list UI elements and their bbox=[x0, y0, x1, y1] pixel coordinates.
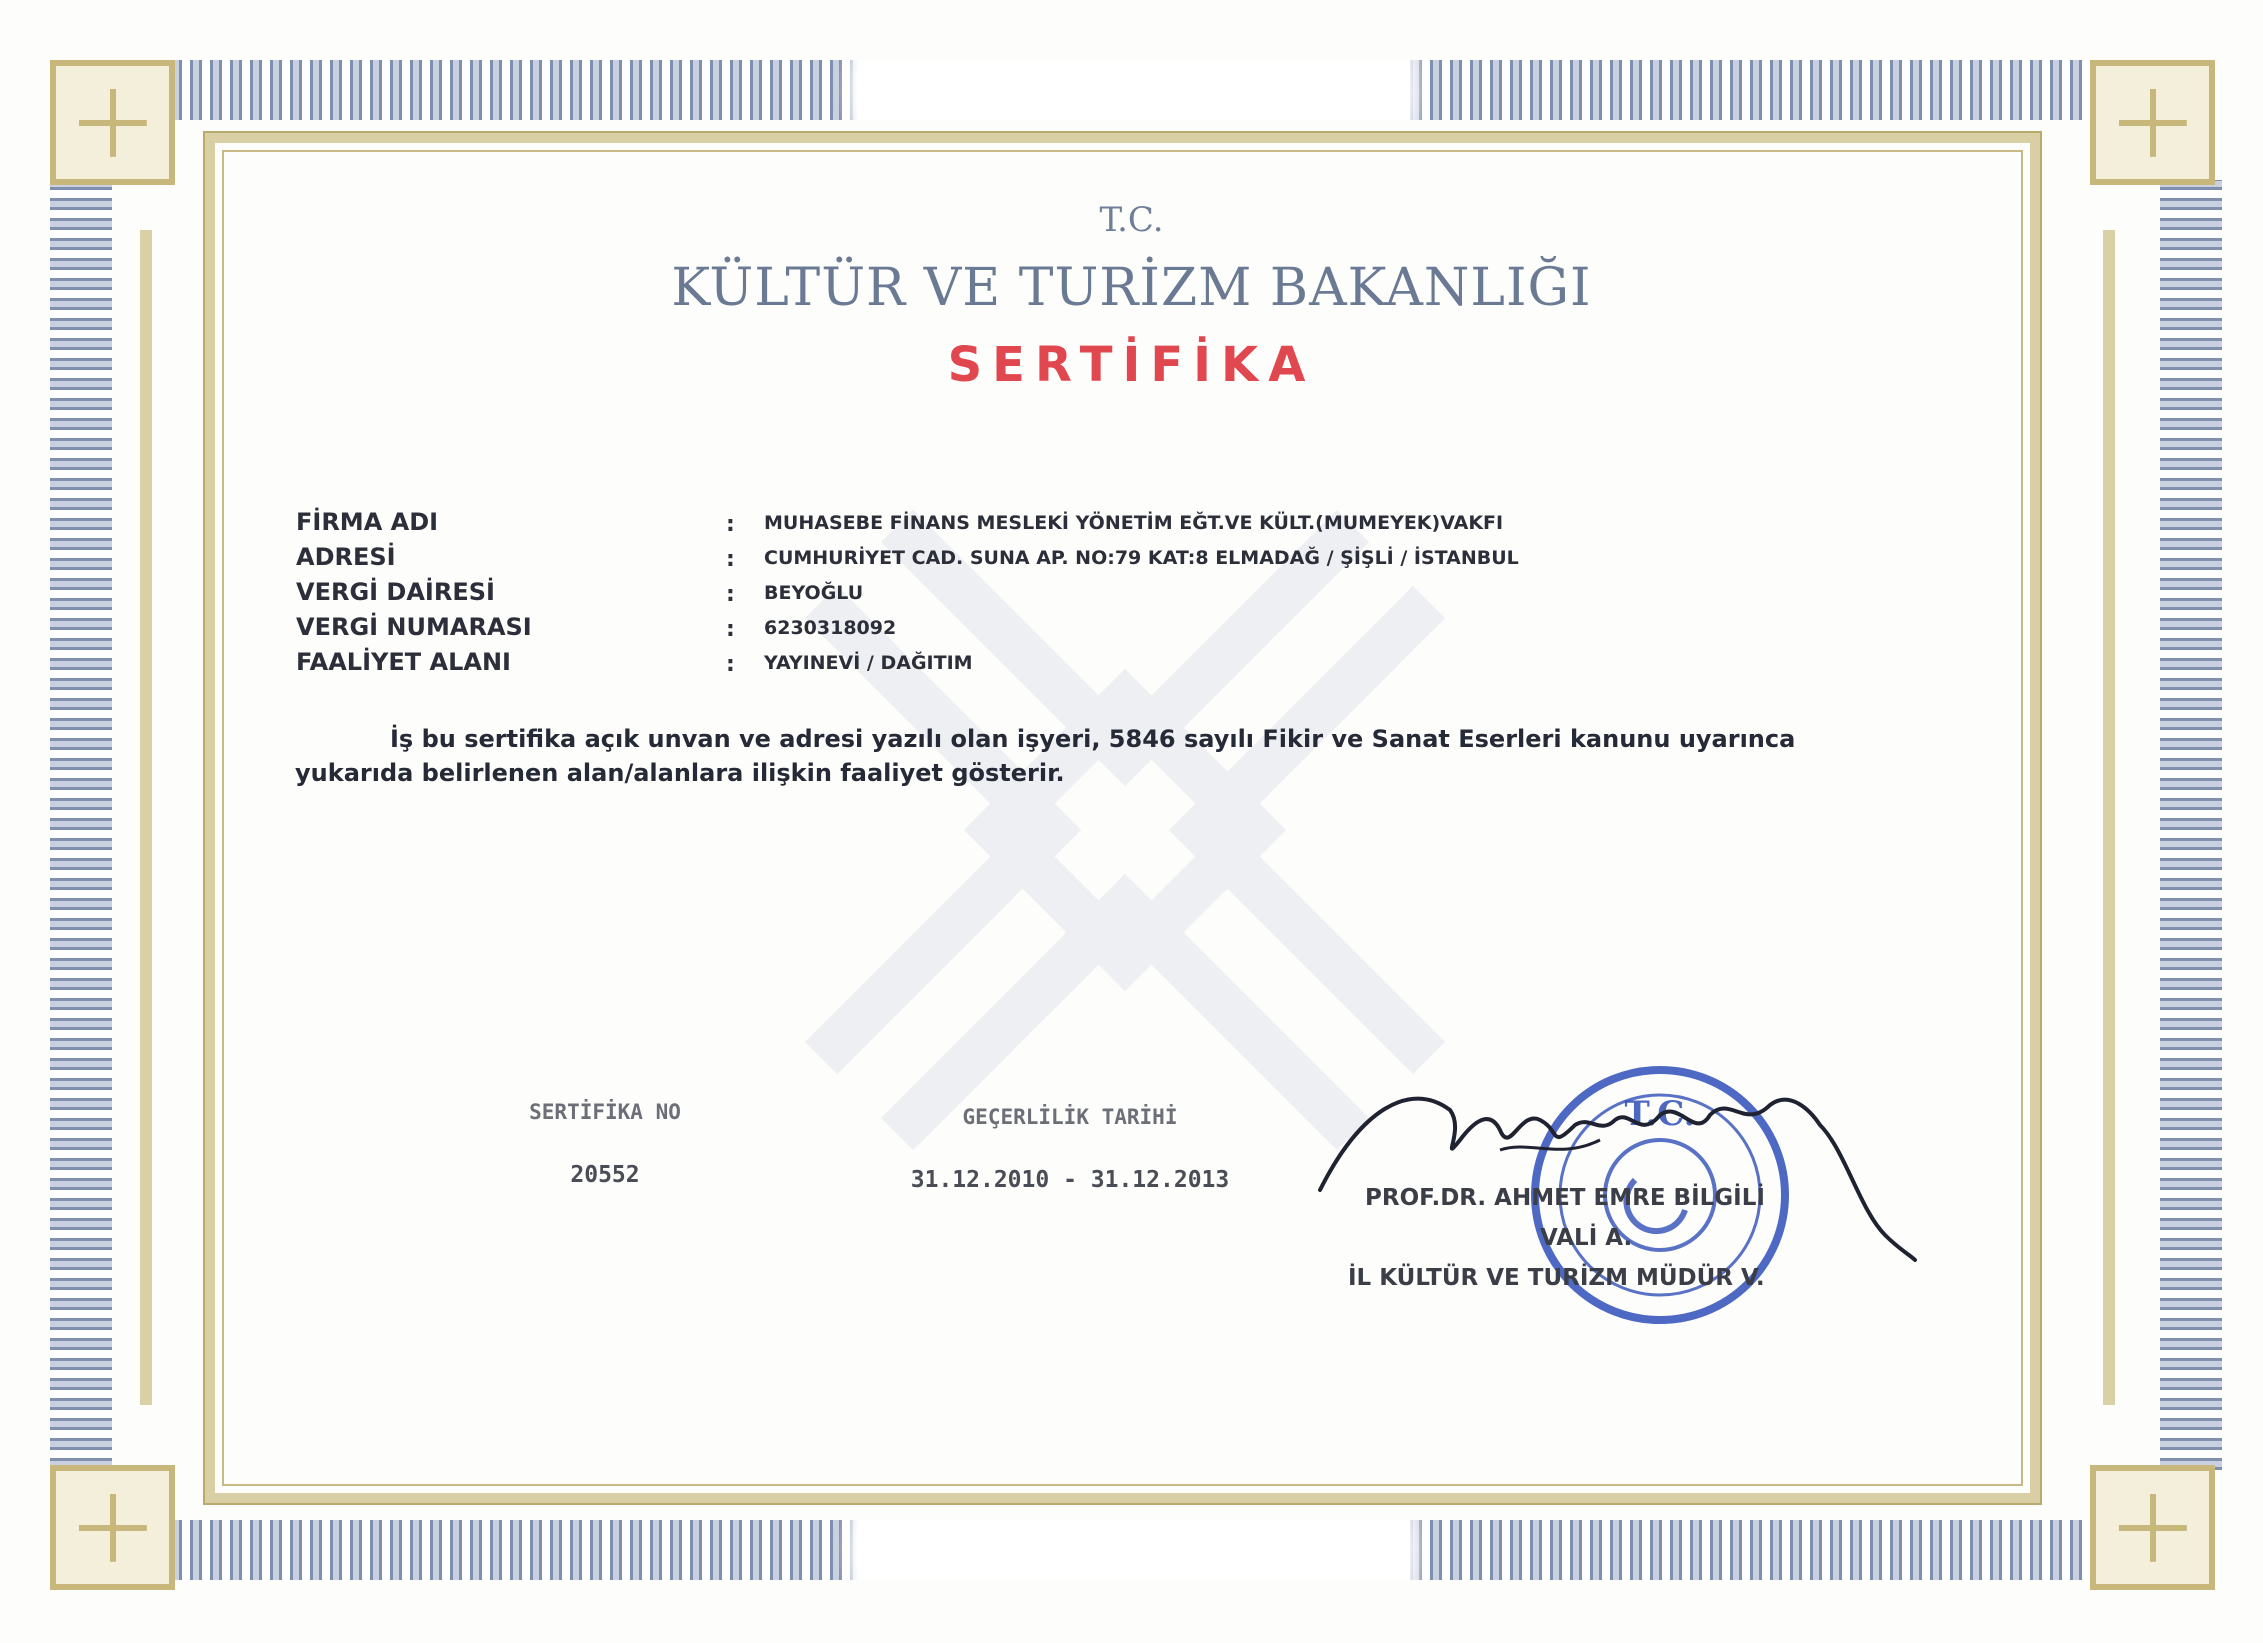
certificate-statement: İş bu sertifika açık unvan ve adresi yazılı olan işyeri, 5846 sayılı Fikir ve Sanat Eserleri kanunu uyarınca yukarıda belirlenen alan/alanlara ilişkin faaliyet gösterir. bbox=[295, 725, 1796, 787]
detail-value: 6230318092 bbox=[764, 617, 897, 639]
certificate-title: SERTİFİKA bbox=[947, 337, 1316, 393]
detail-value: CUMHURİYET CAD. SUNA AP. NO:79 KAT:8 ELMADAĞ / ŞİŞLİ / İSTANBUL bbox=[764, 547, 1519, 569]
detail-colon: : bbox=[726, 512, 735, 537]
detail-label: ADRESİ bbox=[296, 543, 396, 571]
validity-block bbox=[860, 1105, 1280, 1193]
detail-value: YAYINEVİ / DAĞITIM bbox=[764, 652, 973, 674]
detail-colon: : bbox=[726, 547, 735, 572]
detail-label: FİRMA ADI bbox=[296, 508, 439, 536]
detail-colon: : bbox=[726, 617, 735, 642]
certificate-number-block bbox=[440, 1100, 770, 1188]
stamp-text: T.C. bbox=[1624, 1094, 1696, 1134]
signature-block bbox=[1300, 1060, 1940, 1340]
validity-label: GEÇERLİLİK TARİHİ bbox=[962, 1105, 1178, 1129]
detail-value: BEYOĞLU bbox=[764, 582, 864, 604]
validity-value: 31.12.2010 - 31.12.2013 bbox=[910, 1167, 1230, 1193]
detail-label: VERGİ DAİRESİ bbox=[296, 578, 495, 606]
certificate-number-label: SERTİFİKA NO bbox=[529, 1100, 681, 1124]
detail-label: FAALİYET ALANI bbox=[296, 648, 511, 676]
detail-colon: : bbox=[726, 652, 735, 677]
signatory-role-1: VALİ A. bbox=[1540, 1225, 1633, 1251]
certificate-number-value: 20552 bbox=[570, 1162, 640, 1188]
detail-label: VERGİ NUMARASI bbox=[296, 613, 532, 641]
signatory-role-2: İL KÜLTÜR VE TURİZM MÜDÜR V. bbox=[1348, 1265, 1765, 1291]
tc-heading: T.C. bbox=[1099, 200, 1164, 240]
detail-colon: : bbox=[726, 582, 735, 607]
ministry-title: KÜLTÜR VE TURİZM BAKANLIĞI bbox=[671, 258, 1592, 318]
signatory-name: PROF.DR. AHMET EMRE BİLGİLİ bbox=[1365, 1185, 1765, 1211]
detail-value: MUHASEBE FİNANS MESLEKİ YÖNETİM EĞT.VE KÜLT.(MUMEYEK)VAKFI bbox=[764, 512, 1504, 534]
